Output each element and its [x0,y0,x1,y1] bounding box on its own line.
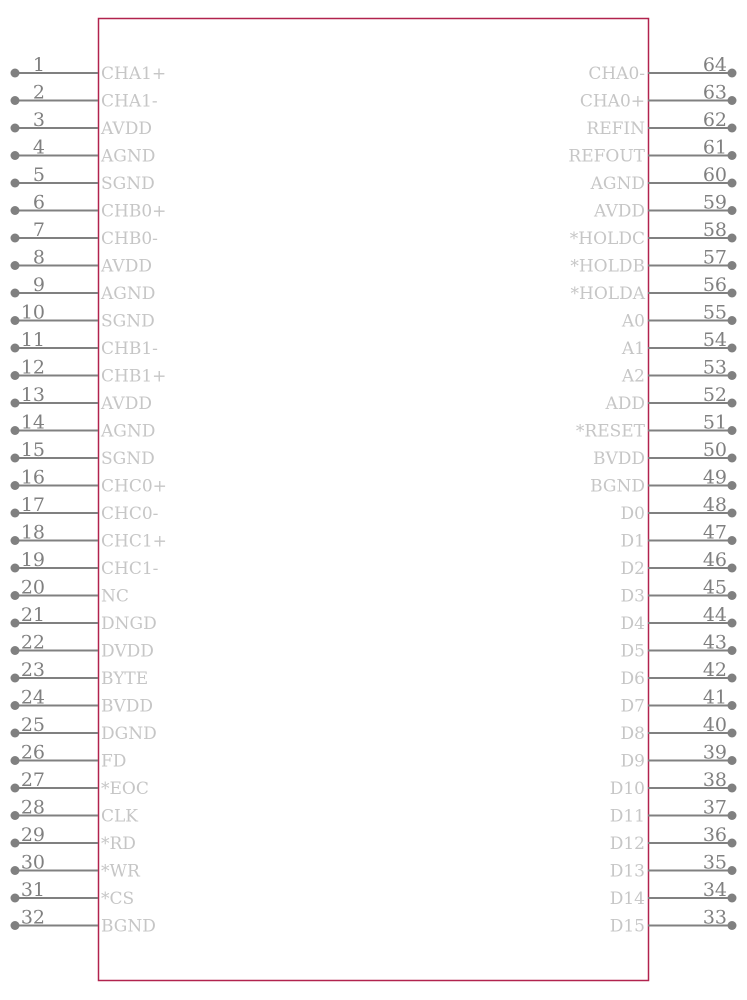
pin-number: 4 [32,136,45,159]
pin-end-dot [11,784,20,793]
pin-end-dot [728,591,737,600]
left-pin-2 [11,82,158,112]
pin-end-dot [11,866,20,875]
pin-end-dot [728,96,737,105]
pin-number: 47 [702,521,727,544]
left-pin-24 [11,687,154,717]
pin-label: D10 [609,779,645,799]
left-pin-12 [11,357,167,387]
pin-label: DVDD [101,641,154,662]
pin-end-dot [11,426,20,435]
pin-end-dot [11,509,20,518]
pin-number: 26 [20,741,45,764]
pin-number: 12 [20,356,45,379]
pin-label: BVDD [592,449,645,469]
pin-number: 29 [20,824,45,846]
left-pin-17 [11,494,159,524]
right-pin-55 [621,302,737,332]
pin-number: 33 [702,906,727,929]
pin-number: 6 [32,191,45,214]
pin-number: 59 [702,191,727,214]
right-pin-40 [621,714,737,744]
pin-label: D4 [620,614,645,634]
pin-end-dot [728,866,737,875]
right-pin-56 [571,274,737,304]
pin-label: SGND [101,449,155,469]
pin-end-dot [728,839,737,848]
pin-end-dot [11,399,20,408]
left-pin-22 [11,632,154,662]
pin-number: 55 [702,301,727,324]
pin-end-dot [11,674,20,683]
pin-number: 38 [702,769,727,791]
pin-end-dot [11,564,20,573]
pin-end-dot [728,206,737,215]
pin-label: CHB1- [101,339,158,359]
pin-number: 41 [702,686,727,709]
pin-number: 28 [20,796,45,819]
pin-number: 19 [20,549,45,571]
pin-end-dot [11,756,20,765]
pin-end-dot [11,536,20,545]
pin-number: 13 [20,384,45,406]
right-pin-39 [621,742,737,772]
pin-label: AVDD [594,201,645,222]
pin-end-dot [728,509,737,518]
right-pin-59 [593,192,736,222]
left-pin-5 [11,164,155,194]
pin-number: 8 [32,246,45,269]
pin-end-dot [11,701,20,710]
pin-label: D1 [620,531,645,552]
left-pin-19 [11,549,159,579]
left-pin-8 [11,247,152,277]
pin-end-dot [728,426,737,435]
pin-label: BYTE [101,669,149,689]
left-pin-18 [11,522,167,552]
pin-label: AVDD [101,256,152,277]
right-pin-column [568,54,736,937]
pin-end-dot [728,729,737,738]
pin-end-dot [728,481,737,490]
pin-number: 3 [32,109,45,131]
pin-end-dot [11,729,20,738]
pin-label: CHA0+ [579,91,645,112]
pin-end-dot [11,839,20,848]
pin-number: 60 [702,164,727,186]
left-pin-26 [11,742,127,772]
pin-end-dot [728,289,737,298]
pin-number: 56 [702,274,727,296]
pin-number: 25 [20,714,45,736]
pin-end-dot [728,811,737,820]
right-pin-34 [610,879,737,909]
pin-number: 18 [20,521,45,544]
left-pin-25 [11,714,157,744]
pin-label: D13 [609,861,645,882]
pin-label: D8 [620,724,645,744]
right-pin-49 [590,467,736,497]
pin-number: 21 [20,604,45,626]
pin-label: AVDD [101,119,152,139]
pin-end-dot [728,921,737,930]
right-pin-54 [621,329,737,359]
pin-end-dot [728,316,737,325]
pin-label: A0 [621,311,645,332]
pin-end-dot [728,536,737,545]
pin-end-dot [728,701,737,710]
left-pin-27 [11,769,149,799]
pin-number: 57 [702,246,727,269]
pin-label: NC [101,586,129,607]
pin-end-dot [11,289,20,298]
pin-end-dot [728,124,737,133]
pin-number: 37 [702,796,727,819]
pin-label: AGND [101,146,156,167]
pin-end-dot [11,894,20,903]
pin-label: AVDD [101,394,152,414]
pin-number: 20 [20,576,45,599]
pin-number: 62 [702,109,727,131]
pin-number: 64 [702,54,727,76]
right-pin-35 [610,852,737,882]
right-pin-45 [621,577,737,607]
pin-number: 50 [702,439,727,461]
pin-number: 54 [702,329,727,351]
pin-end-dot [728,151,737,160]
pin-label: BGND [590,476,645,497]
left-pin-9 [11,274,156,304]
pin-number: 44 [702,604,727,626]
pin-end-dot [728,646,737,655]
pin-end-dot [11,151,20,160]
pin-number: 7 [32,219,45,241]
right-pin-41 [621,687,737,717]
pin-label: D12 [609,834,645,854]
pin-number: 23 [20,659,45,681]
pin-label: D0 [620,504,645,524]
right-pin-51 [576,412,737,442]
left-pin-11 [11,329,158,359]
pin-label: SGND [101,174,155,194]
pin-end-dot [728,674,737,683]
pin-number: 61 [702,136,727,159]
pin-label: CHA1+ [101,64,167,84]
right-pin-47 [621,522,737,552]
pin-end-dot [11,261,20,270]
pin-label: *RESET [575,421,645,442]
right-pin-42 [621,659,737,689]
pin-label: D9 [620,751,645,772]
pin-end-dot [728,619,737,628]
pin-end-dot [11,69,20,78]
left-pin-29 [11,824,136,854]
pin-label: CHB0- [101,229,158,249]
right-pin-38 [610,769,737,799]
pin-number: 24 [20,686,45,709]
left-pin-32 [11,907,156,937]
pin-number: 31 [20,879,45,901]
right-pin-57 [570,247,736,277]
pin-number: 27 [20,769,45,791]
pin-label: D6 [620,669,645,689]
pin-number: 16 [20,466,45,489]
pin-end-dot [11,179,20,188]
pin-label: *HOLDA [570,284,645,304]
pin-label: D11 [609,806,645,827]
right-pin-52 [604,384,736,414]
pin-number: 30 [20,851,45,874]
pin-label: *EOC [101,779,149,799]
pin-number: 48 [702,494,727,516]
pin-label: CLK [101,806,138,827]
left-pin-1 [11,54,167,84]
pin-number: 39 [702,741,727,764]
pin-label: *RD [101,834,136,854]
pin-number: 22 [20,631,45,654]
left-pin-13 [11,384,152,414]
pin-end-dot [728,564,737,573]
pin-end-dot [11,206,20,215]
pin-label: D5 [620,641,645,662]
left-pin-14 [11,412,156,442]
right-pin-61 [568,137,736,167]
pin-number: 1 [32,54,45,76]
pin-number: 14 [20,411,45,434]
pin-label: ADD [605,394,645,414]
pin-end-dot [728,399,737,408]
right-pin-53 [621,357,737,387]
pin-number: 11 [20,329,45,351]
pin-end-dot [11,591,20,600]
right-pin-37 [610,797,737,827]
pin-number: 51 [702,411,727,434]
left-pin-4 [11,137,156,167]
right-pin-50 [593,439,737,469]
pin-end-dot [728,454,737,463]
pin-label: AGND [101,421,156,442]
right-pin-46 [621,549,737,579]
left-pin-15 [11,439,155,469]
pin-label: DGND [101,724,157,744]
pin-label: AGND [101,284,156,304]
pin-label: CHC1- [101,559,159,579]
pin-number: 46 [702,549,727,571]
pin-number: 43 [702,631,727,654]
pin-label: FD [101,751,127,772]
pin-label: A2 [621,366,645,387]
pin-label: *HOLDB [570,256,645,277]
pin-label: *CS [101,889,135,909]
pin-label: CHA1- [101,91,158,112]
pin-label: BGND [101,916,156,937]
pin-number: 63 [702,81,727,104]
pin-number: 35 [702,851,727,874]
pin-label: CHC1+ [101,531,167,552]
pin-end-dot [11,619,20,628]
pin-end-dot [728,894,737,903]
pin-label: CHA0- [588,64,645,84]
pin-label: CHB1+ [101,366,167,387]
pin-label: D3 [620,586,645,607]
pin-number: 52 [702,384,727,406]
left-pin-21 [11,604,157,634]
left-pin-6 [11,192,167,222]
pin-end-dot [11,481,20,490]
pin-label: DNGD [101,614,157,634]
left-pin-7 [11,219,158,249]
left-pin-23 [11,659,149,689]
left-pin-3 [11,109,152,139]
pin-label: CHB0+ [101,201,167,222]
pin-end-dot [11,921,20,930]
pin-end-dot [11,454,20,463]
right-pin-33 [610,907,737,937]
right-pin-36 [610,824,737,854]
pin-end-dot [11,811,20,820]
pin-end-dot [728,371,737,380]
left-pin-20 [11,577,129,607]
pin-end-dot [11,316,20,325]
pin-end-dot [728,344,737,353]
pin-label: A1 [621,339,645,359]
pin-label: BVDD [101,696,154,717]
pin-label: D15 [609,916,645,937]
left-pin-10 [11,302,155,332]
pin-end-dot [728,69,737,78]
right-pin-58 [570,219,737,249]
pin-number: 58 [702,219,727,241]
pin-number: 45 [702,576,727,599]
pin-number: 36 [702,824,727,846]
pin-end-dot [728,179,737,188]
pin-number: 9 [32,274,45,296]
pin-label: SGND [101,311,155,332]
pin-number: 40 [702,714,727,736]
left-pin-28 [11,797,139,827]
pin-label: D7 [620,696,645,717]
pin-label: REFIN [586,119,645,139]
pin-end-dot [11,371,20,380]
pin-number: 10 [20,301,45,324]
pin-end-dot [728,784,737,793]
left-pin-31 [11,879,135,909]
pin-label: D14 [609,889,645,909]
pin-label: REFOUT [568,146,645,167]
left-pin-column [11,54,167,937]
pin-end-dot [728,261,737,270]
pin-label: *WR [101,861,140,882]
pin-label: CHC0+ [101,476,167,497]
pin-end-dot [728,756,737,765]
right-pin-48 [621,494,737,524]
pin-end-dot [11,234,20,243]
pin-number: 49 [702,466,727,489]
pin-end-dot [11,124,20,133]
pin-number: 15 [20,439,45,461]
pin-number: 42 [702,659,727,681]
pin-label: CHC0- [101,504,159,524]
right-pin-64 [588,54,736,84]
left-pin-30 [11,852,141,882]
pin-end-dot [11,646,20,655]
pin-number: 32 [20,906,45,929]
pin-label: AGND [590,174,645,194]
pin-number: 53 [702,356,727,379]
pin-label: *HOLDC [569,229,645,249]
left-pin-16 [11,467,167,497]
right-pin-63 [580,82,737,112]
pin-number: 5 [32,164,45,186]
right-pin-60 [590,164,737,194]
pin-label: D2 [620,559,645,579]
pin-number: 17 [20,494,45,516]
pin-number: 2 [32,81,45,104]
pin-number: 34 [702,879,727,901]
right-pin-43 [621,632,737,662]
pin-end-dot [11,344,20,353]
pin-end-dot [11,96,20,105]
right-pin-44 [621,604,737,634]
ic-body-outline [99,19,649,981]
pin-end-dot [728,234,737,243]
right-pin-62 [586,109,736,139]
